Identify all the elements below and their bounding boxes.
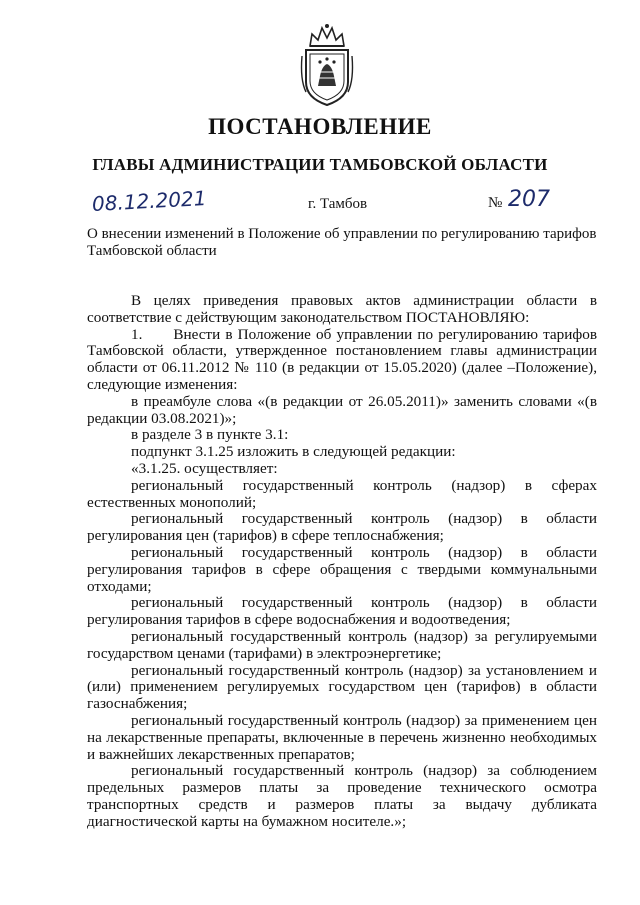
paragraph: региональный государственный контроль (надзор) за установлением и (или) применением регулируемых государством цен (тарифов) в области газоснабжения;	[87, 661, 597, 713]
document-city: г. Тамбов	[308, 196, 368, 212]
paragraph: региональный государственный контроль (надзор) в области регулирования тарифов в сфере обращения с твердыми коммунальными отходами;	[87, 543, 597, 595]
paragraph: В целях приведения правовых актов администрации области в соответствие с действующим законодательством ПОСТАНОВЛЯЮ:	[87, 292, 597, 326]
paragraph: региональный государственный контроль (надзор) за соблюдением предельных размеров платы за проведение технического осмотра транспортных средств и размеров платы за выдачу дубликата диагностической карты на бумажном носителе.»;	[87, 762, 597, 830]
paragraph: в преамбуле слова «(в редакции от 26.05.2011)» заменить словами «(в редакции 03.08.2021)»;	[87, 392, 597, 427]
document-body	[87, 293, 597, 831]
paragraph: «3.1.25. осуществляет:	[131, 459, 278, 477]
tambov-coat-of-arms-icon	[298, 20, 356, 108]
paragraph: региональный государственный контроль (надзор) в сферах естественных монополий;	[87, 476, 597, 511]
paragraph: региональный государственный контроль (надзор) в области регулирования цен (тарифов) в сфере теплоснабжения;	[87, 510, 597, 545]
document-date: 08.12.2021	[91, 186, 207, 216]
paragraph: подпункт 3.1.25 изложить в следующей редакции:	[131, 443, 456, 461]
document-number-label: №	[488, 195, 503, 211]
paragraph: в разделе 3 в пункте 3.1:	[131, 426, 289, 444]
paragraph: региональный государственный контроль (надзор) за применением цен на лекарственные препараты, включенные в перечень жизненно необходимых и важнейших лекарственных препаратов;	[87, 711, 597, 763]
paragraph: 1. Внести в Положение об управлении по регулированию тарифов Тамбовской области, утвержденное постановлением главы администрации области от 06.11.2012 № 110 (в редакции от 15.05.2020) (далее –Положение), следующие изменения:	[87, 325, 597, 393]
paragraph: региональный государственный контроль (надзор) в области регулирования тарифов в сфере водоснабжения и водоотведения;	[87, 594, 597, 629]
document-issuer: ГЛАВЫ АДМИНИСТРАЦИИ ТАМБОВСКОЙ ОБЛАСТИ	[92, 155, 548, 174]
document-number: 207	[508, 187, 550, 212]
paragraph: региональный государственный контроль (надзор) за регулируемыми государством ценами (тарифами) в электроэнергетике;	[87, 627, 597, 662]
document-subject: О внесении изменений в Положение об управлении по регулированию тарифов Тамбовской области	[87, 226, 597, 259]
document-title: ПОСТАНОВЛЕНИЕ	[208, 114, 432, 139]
